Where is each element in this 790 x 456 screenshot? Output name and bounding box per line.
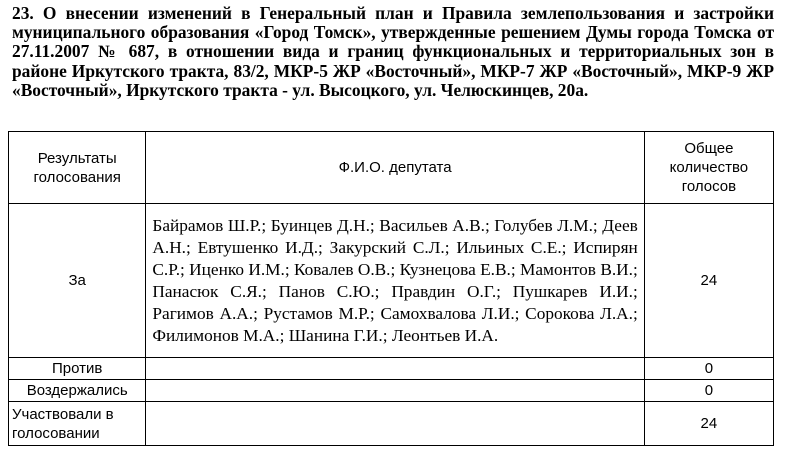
row-count-against: 0 xyxy=(644,358,773,380)
header-deputy: Ф.И.О. депутата xyxy=(146,132,644,204)
header-result: Результаты голосования xyxy=(9,132,146,204)
table-row-against xyxy=(9,358,774,380)
table-header-row xyxy=(9,132,774,204)
row-count-participated: 24 xyxy=(644,402,773,446)
row-label-abstained: Воздержались xyxy=(9,380,146,402)
row-count-for: 24 xyxy=(644,204,773,358)
row-names-for: Байрамов Ш.Р.; Буинцев Д.Н.; Васильев А.В.; Голубев Л.М.; Деев А.Н.; Евтушенко И.Д.; Закурский С.Л.; Ильиных С.Е.; Испирян С.Р.; Иценко И.М.; Ковалев О.В.; Кузнецова Е.В.; Мамонтов В.И.; Панасюк С.Я.; Панов С.Ю.; Правдин О.Г.; Пушкарев И.И.; Рагимов А.А.; Рустамов М.Р.; Самохвалова Л.И.; Сорокова Л.А.; Филимонов М.А.; Шанина Г.И.; Леонтьев И.А. xyxy=(146,204,644,358)
table-row-for xyxy=(9,204,774,358)
row-count-abstained: 0 xyxy=(644,380,773,402)
decision-heading: 23. О внесении изменений в Генеральный план и Правила землепользования и застройки муниципального образования «Город Томск», утвержденные решением Думы города Томска от 27.11.2007 № 687, в отношении вида и границ функциональных и территориальных зон в районе Иркутского тракта, 83/2, МКР-5 ЖР «Восточный», МКР-7 ЖР «Восточный», МКР-9 ЖР «Восточный», Иркутского тракта - ул. Высоцкого, ул. Челюскинцев, 20а. xyxy=(12,3,774,100)
header-total: Общее количество голосов xyxy=(644,132,773,204)
row-names-against xyxy=(146,358,644,380)
row-label-for: За xyxy=(9,204,146,358)
table-row-abstained xyxy=(9,380,774,402)
row-names-participated xyxy=(146,402,644,446)
row-names-abstained xyxy=(146,380,644,402)
table-row-participated xyxy=(9,402,774,446)
row-label-participated: Участвовали в голосовании xyxy=(9,402,146,446)
row-label-against: Против xyxy=(9,358,146,380)
voting-results-table xyxy=(8,131,774,446)
